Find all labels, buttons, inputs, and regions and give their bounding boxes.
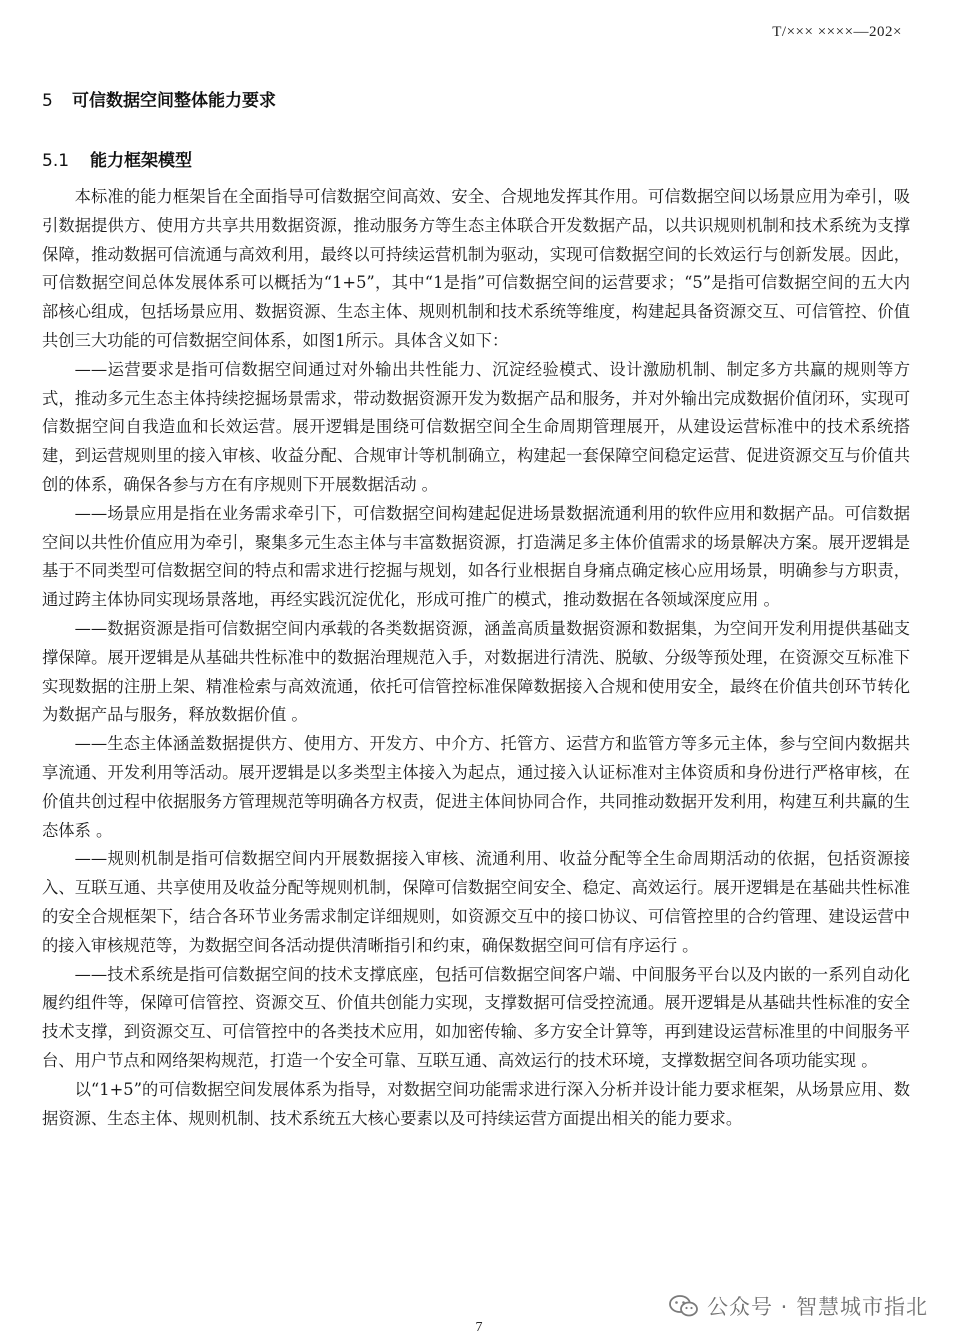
section-number: 5 [42,91,53,111]
body-text [42,183,910,1133]
subsection-title: 能力框架模型 [90,151,192,171]
section-title: 可信数据空间整体能力要求 [72,91,276,111]
subsection-heading [42,146,192,171]
page-number: 7 [475,1320,483,1335]
wechat-watermark [669,1291,928,1321]
paragraph-intro: 本标准的能力框架旨在全面指导可信数据空间高效、安全、合规地发挥其作用。可信数据空间以场景应用为牵引，吸引数据提供方、使用方共享共用数据资源，推动服务方等生态主体联合开发数据产品，以共识规则机制和技术系统为支撑保障，推动数据可信流通与高效利用，最终以可持续运营机制为驱动，实现可信数据空间的长效运行与创新发展。因此，可信数据空间总体发展体系可以概括为“1+5”，其中“1是指”可信数据空间的运营要求；“5”是指可信数据空间的五大内部核心组成，包括场景应用、数据资源、生态主体、规则机制和技术系统等维度，构建起具备资源交互、可信管控、价值共创三大功能的可信数据空间体系，如图1所示。具体含义如下： [42,187,910,350]
watermark-text: 公众号 · 智慧城市指北 [706,1295,928,1319]
paragraph-conclusion: 以“1+5”的可信数据空间发展体系为指导，对数据空间功能需求进行深入分析并设计能力要求框架，从场景应用、数据资源、生态主体、规则机制、技术系统五大核心要素以及可持续运营方面提出相关的能力要求。 [42,1079,910,1128]
document-id: T/××× ××××—202× [772,24,902,40]
paragraph-rule-mechanisms: ——规则机制是指可信数据空间内开展数据接入审核、流通利用、收益分配等全生命周期活动的依据，包括资源接入、互联互通、共享使用及收益分配等规则机制，保障可信数据空间安全、稳定、高效运行。展开逻辑是在基础共性标准的安全合规框架下，结合各环节业务需求制定详细规则，如资源交互中的接口协议、可信管控里的合约管理、建设运营中的接入审核规范等，为数据空间各活动提供清晰指引和约束，确保数据空间可信有序运行 。 [42,849,910,955]
subsection-number: 5.1 [42,151,70,171]
section-heading [42,86,276,111]
paragraph-operation-requirements: ——运营要求是指可信数据空间通过对外输出共性能力、沉淀经验模式、设计激励机制、制定多方共赢的规则等方式，推动多元生态主体持续挖掘场景需求，带动数据资源开发为数据产品和服务，并对外输出完成数据价值闭环，实现可信数据空间自我造血和长效运营。展开逻辑是围绕可信数据空间全生命周期管理展开，从建设运营标准中的技术系统搭建，到运营规则里的接入审核、收益分配、合规审计等机制确立，构建起一套保障空间稳定运营、促进资源交互与价值共创的体系，确保各参与方在有序规则下开展数据活动 。 [42,359,910,494]
wechat-icon [669,1295,699,1317]
paragraph-ecosystem-entities: ——生态主体涵盖数据提供方、使用方、开发方、中介方、托管方、运营方和监管方等多元主体，参与空间内数据共享流通、开发利用等活动。展开逻辑是以多类型主体接入为起点，通过接入认证标准对主体资质和身份进行严格审核，在价值共创过程中依据服务方管理规范等明确各方权责，促进主体间协同合作，共同推动数据开发利用，构建互利共赢的生态体系 。 [42,734,910,840]
header-divider [40,56,918,57]
paragraph-technical-systems: ——技术系统是指可信数据空间的技术支撑底座，包括可信数据空间客户端、中间服务平台以及内嵌的一系列自动化履约组件等，保障可信管控、资源交互、价值共创能力实现，支撑数据可信受控流通。展开逻辑是从基础共性标准的安全技术支撑，到资源交互、可信管控中的各类技术应用，如加密传输、多方安全计算等，再到建设运营标准里的中间服务平台、用户节点和网络架构规范，打造一个安全可靠、互联互通、高效运行的技术环境，支撑数据空间各项功能实现 。 [42,964,910,1070]
paragraph-data-resources: ——数据资源是指可信数据空间内承载的各类数据资源，涵盖高质量数据资源和数据集，为空间开发利用提供基础支撑保障。展开逻辑是从基础共性标准中的数据治理规范入手，对数据进行清洗、脱敏、分级等预处理，在资源交互标准下实现数据的注册上架、精准检索与高效流通，依托可信管控标准保障数据接入合规和使用安全，最终在价值共创环节转化为数据产品与服务，释放数据价值 。 [42,618,910,725]
paragraph-scenario-applications: ——场景应用是指在业务需求牵引下，可信数据空间构建起促进场景数据流通利用的软件应用和数据产品。可信数据空间以共性价值应用为牵引，聚集多元生态主体与丰富数据资源，打造满足多主体价值需求的场景解决方案。展开逻辑是基于不同类型可信数据空间的特点和需求进行挖掘与规划，如各行业根据自身痛点确定核心应用场景，明确参与方职责，通过跨主体协同实现场景落地，再经实践沉淀优化，形成可推广的模式，推动数据在各领域深度应用 。 [42,503,910,610]
